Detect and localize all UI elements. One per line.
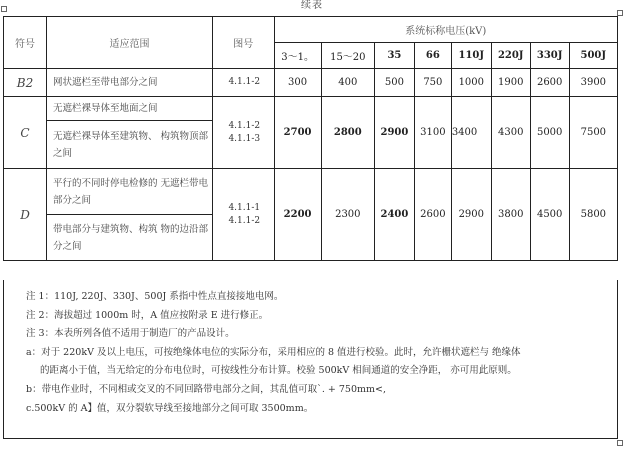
figure-d-1: 4.1.1-1	[228, 202, 261, 213]
value-cell: 300	[274, 69, 321, 97]
figure-c-1: 4.1.1-2	[228, 120, 261, 131]
value-cell: 3900	[569, 69, 617, 97]
header-row-1	[4, 17, 618, 43]
row-b2	[4, 69, 618, 97]
value-cell: 2600	[530, 69, 569, 97]
note-2: 注 2：海拔超过 1000m 时，A 值应按附录 E 进行修正。	[26, 309, 269, 321]
figure-d-2: 4.1.1-2	[228, 215, 261, 226]
value-cell: 5000	[530, 97, 569, 169]
notes-section	[3, 280, 618, 439]
note-a: a：对于 220kV 及以上电压，可按绝缘体电位的实际分布，采用相应的 8 值进行校验。此时，允许栅状遮栏与 绝缘体	[26, 346, 521, 358]
header-symbol: 符号	[4, 17, 47, 69]
voltage-level: 66	[414, 43, 451, 69]
figure-b2: 4.1.1-2	[213, 69, 274, 97]
header-scope: 适应范围	[47, 17, 213, 69]
value-cell: 7500	[569, 97, 617, 169]
value-cell: 2900	[451, 169, 491, 261]
figure-d	[213, 169, 274, 261]
value-cell: 400	[321, 69, 374, 97]
clearance-table	[3, 16, 618, 261]
value-cell: 2400	[374, 169, 414, 261]
value-cell: 500	[374, 69, 414, 97]
value-cell: 3800	[491, 169, 530, 261]
note-3: 注 3：本表所列各值不适用于制造厂的产品设计。	[26, 328, 235, 340]
scope-d-2: 带电部分与建筑物、构筑 物的边沿部分之间	[47, 215, 213, 261]
value-cell: 3400	[451, 97, 491, 169]
corner-marker-bottom-right	[617, 440, 623, 446]
value-cell: 2200	[274, 169, 321, 261]
figure-c	[213, 97, 274, 169]
value-cell: 2900	[374, 97, 414, 169]
scope-b2: 网状遮栏至带电部分之间	[47, 69, 213, 97]
row-c-1	[4, 97, 618, 121]
value-cell: 2700	[274, 97, 321, 169]
voltage-level: 15～20	[321, 43, 374, 69]
note-1: 注 1：110J, 220J、330J、500J 系指中性点直接接地电网。	[26, 291, 284, 302]
voltage-level: 110J	[451, 43, 491, 69]
value-cell: 4300	[491, 97, 530, 169]
scope-d-1: 平行的不同时停电检修的 无遮栏带电部分之间	[47, 169, 213, 215]
row-d-1	[4, 169, 618, 215]
value-cell: 3100	[414, 97, 451, 169]
scope-c-1: 无遮栏裸导体至地面之间	[47, 97, 213, 121]
note-a-continued: 的距离小于值，当无给定的分布电位时，可按线性分布计算。校验 500kV 相间通道的安全净距， 亦可用此原则。	[40, 365, 517, 377]
corner-marker-top-left	[1, 6, 7, 12]
voltage-level: 500J	[569, 43, 617, 69]
voltage-level: 330J	[530, 43, 569, 69]
symbol-b2: B2	[4, 69, 47, 97]
scope-c-2: 无遮栏裸导体至建筑物、 构筑物顶部之间	[47, 121, 213, 169]
header-voltage: 系统标称电压(kV)	[274, 17, 617, 43]
note-c: c.500kV 的 A】值，双分裂软导线至接地部分之间可取 3500mm。	[26, 402, 314, 414]
value-cell: 1900	[491, 69, 530, 97]
value-cell: 2600	[414, 169, 451, 261]
value-cell: 2800	[321, 97, 374, 169]
value-cell: 5800	[569, 169, 617, 261]
table-caption: 续表	[301, 0, 323, 11]
symbol-c: C	[4, 97, 47, 169]
voltage-level: 220J	[491, 43, 530, 69]
value-cell: 2300	[321, 169, 374, 261]
voltage-level: 35	[374, 43, 414, 69]
value-cell: 1000	[451, 69, 491, 97]
symbol-d: D	[4, 169, 47, 261]
note-b: b：带电作业时，不同相或交叉的不同回路带电部分之间，其乱值可取`. + 750mm<,	[26, 383, 386, 395]
voltage-level: 3～1。	[274, 43, 321, 69]
value-cell: 750	[414, 69, 451, 97]
value-cell: 4500	[530, 169, 569, 261]
figure-c-2: 4.1.1-3	[228, 133, 261, 144]
header-figure: 图号	[213, 17, 274, 69]
